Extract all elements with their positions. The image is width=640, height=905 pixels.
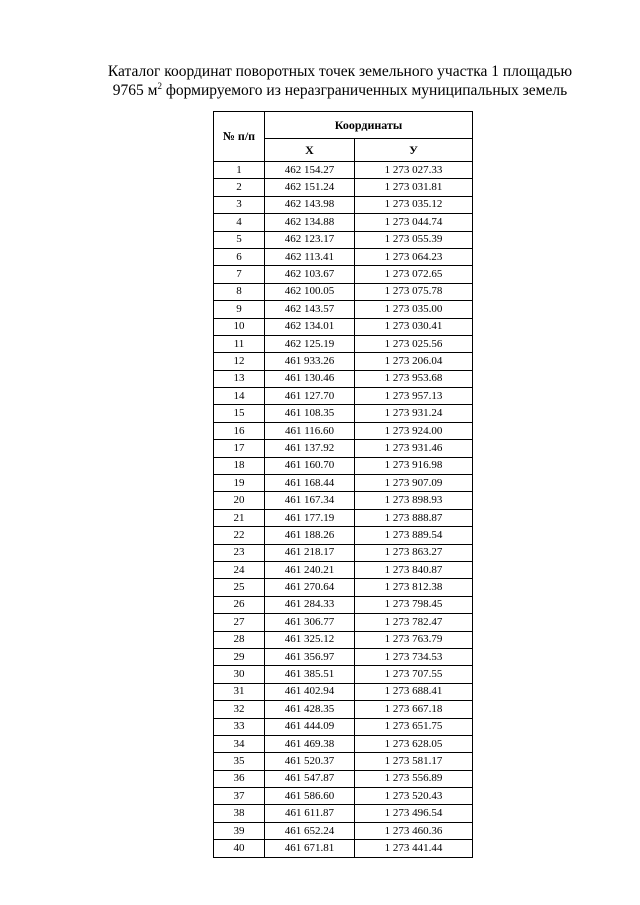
cell-point-number: 26 xyxy=(214,596,265,613)
title-line-2-rest: формируемого из неразграниченных муниципальных земель xyxy=(161,82,568,99)
cell-point-number: 5 xyxy=(214,231,265,248)
cell-x: 461 385.51 xyxy=(265,666,355,683)
cell-point-number: 11 xyxy=(214,335,265,352)
cell-y: 1 273 044.74 xyxy=(355,214,473,231)
cell-point-number: 39 xyxy=(214,822,265,839)
cell-x: 461 402.94 xyxy=(265,683,355,700)
cell-point-number: 14 xyxy=(214,388,265,405)
cell-y: 1 273 075.78 xyxy=(355,283,473,300)
table-row xyxy=(214,440,473,457)
cell-x: 462 143.57 xyxy=(265,301,355,318)
cell-x: 461 270.64 xyxy=(265,579,355,596)
cell-x: 461 611.87 xyxy=(265,805,355,822)
table-row xyxy=(214,318,473,335)
header-row-number: № п/п xyxy=(214,112,265,162)
table-row xyxy=(214,683,473,700)
table-row xyxy=(214,266,473,283)
cell-y: 1 273 027.33 xyxy=(355,162,473,179)
cell-x: 461 547.87 xyxy=(265,770,355,787)
cell-y: 1 273 931.46 xyxy=(355,440,473,457)
table-row xyxy=(214,544,473,561)
cell-x: 461 108.35 xyxy=(265,405,355,422)
table-row xyxy=(214,301,473,318)
cell-y: 1 273 651.75 xyxy=(355,718,473,735)
table-row xyxy=(214,822,473,839)
table-row xyxy=(214,614,473,631)
cell-x: 462 151.24 xyxy=(265,179,355,196)
cell-x: 462 134.88 xyxy=(265,214,355,231)
cell-x: 461 188.26 xyxy=(265,527,355,544)
cell-y: 1 273 064.23 xyxy=(355,248,473,265)
title-line-1: Каталог координат поворотных точек земельного участка 1 площадью xyxy=(107,63,573,80)
table-row xyxy=(214,527,473,544)
cell-y: 1 273 898.93 xyxy=(355,492,473,509)
cell-x: 462 154.27 xyxy=(265,162,355,179)
table-row xyxy=(214,179,473,196)
title-area-value: 9765 м xyxy=(112,82,158,99)
table-row xyxy=(214,753,473,770)
cell-y: 1 273 953.68 xyxy=(355,370,473,387)
cell-point-number: 6 xyxy=(214,248,265,265)
cell-x: 461 671.81 xyxy=(265,840,355,857)
cell-y: 1 273 734.53 xyxy=(355,648,473,665)
table-row xyxy=(214,405,473,422)
table-row xyxy=(214,231,473,248)
cell-x: 462 125.19 xyxy=(265,335,355,352)
cell-point-number: 38 xyxy=(214,805,265,822)
table-row xyxy=(214,422,473,439)
table-row xyxy=(214,561,473,578)
cell-x: 461 168.44 xyxy=(265,475,355,492)
cell-point-number: 19 xyxy=(214,475,265,492)
table-row xyxy=(214,718,473,735)
title-line-2 xyxy=(60,81,620,100)
cell-x: 461 306.77 xyxy=(265,614,355,631)
table-row xyxy=(214,370,473,387)
cell-y: 1 273 031.81 xyxy=(355,179,473,196)
header-coordinates: Координаты xyxy=(265,112,473,139)
header-x: Х xyxy=(265,139,355,162)
cell-point-number: 33 xyxy=(214,718,265,735)
cell-point-number: 35 xyxy=(214,753,265,770)
cell-point-number: 7 xyxy=(214,266,265,283)
cell-y: 1 273 763.79 xyxy=(355,631,473,648)
cell-x: 461 284.33 xyxy=(265,596,355,613)
cell-point-number: 18 xyxy=(214,457,265,474)
cell-y: 1 273 812.38 xyxy=(355,579,473,596)
cell-y: 1 273 707.55 xyxy=(355,666,473,683)
table-row xyxy=(214,353,473,370)
table-row xyxy=(214,214,473,231)
cell-point-number: 25 xyxy=(214,579,265,596)
cell-y: 1 273 782.47 xyxy=(355,614,473,631)
table-row xyxy=(214,335,473,352)
table-row xyxy=(214,492,473,509)
cell-x: 461 240.21 xyxy=(265,561,355,578)
cell-y: 1 273 907.09 xyxy=(355,475,473,492)
cell-y: 1 273 688.41 xyxy=(355,683,473,700)
cell-y: 1 273 556.89 xyxy=(355,770,473,787)
cell-point-number: 1 xyxy=(214,162,265,179)
cell-point-number: 32 xyxy=(214,701,265,718)
cell-x: 461 116.60 xyxy=(265,422,355,439)
table-row xyxy=(214,631,473,648)
cell-point-number: 36 xyxy=(214,770,265,787)
cell-x: 461 469.38 xyxy=(265,735,355,752)
cell-point-number: 37 xyxy=(214,788,265,805)
cell-y: 1 273 460.36 xyxy=(355,822,473,839)
cell-point-number: 8 xyxy=(214,283,265,300)
table-row xyxy=(214,788,473,805)
cell-y: 1 273 924.00 xyxy=(355,422,473,439)
cell-y: 1 273 581.17 xyxy=(355,753,473,770)
cell-y: 1 273 798.45 xyxy=(355,596,473,613)
cell-point-number: 2 xyxy=(214,179,265,196)
title-area-superscript: 2 xyxy=(157,80,162,91)
cell-x: 461 167.34 xyxy=(265,492,355,509)
cell-x: 462 143.98 xyxy=(265,196,355,213)
cell-point-number: 12 xyxy=(214,353,265,370)
cell-y: 1 273 916.98 xyxy=(355,457,473,474)
cell-x: 461 428.35 xyxy=(265,701,355,718)
table-row xyxy=(214,457,473,474)
cell-y: 1 273 667.18 xyxy=(355,701,473,718)
cell-point-number: 24 xyxy=(214,561,265,578)
cell-x: 461 933.26 xyxy=(265,353,355,370)
cell-y: 1 273 628.05 xyxy=(355,735,473,752)
cell-x: 461 444.09 xyxy=(265,718,355,735)
table-row xyxy=(214,509,473,526)
cell-point-number: 3 xyxy=(214,196,265,213)
coordinates-table-body xyxy=(214,162,473,858)
cell-point-number: 21 xyxy=(214,509,265,526)
table-row xyxy=(214,770,473,787)
cell-x: 461 652.24 xyxy=(265,822,355,839)
table-row xyxy=(214,475,473,492)
table-row xyxy=(214,840,473,857)
cell-x: 461 127.70 xyxy=(265,388,355,405)
coordinates-table xyxy=(213,111,473,858)
cell-point-number: 13 xyxy=(214,370,265,387)
cell-point-number: 15 xyxy=(214,405,265,422)
cell-y: 1 273 072.65 xyxy=(355,266,473,283)
table-row xyxy=(214,596,473,613)
cell-point-number: 22 xyxy=(214,527,265,544)
table-row xyxy=(214,805,473,822)
cell-x: 461 218.17 xyxy=(265,544,355,561)
cell-x: 462 134.01 xyxy=(265,318,355,335)
cell-y: 1 273 441.44 xyxy=(355,840,473,857)
cell-y: 1 273 496.54 xyxy=(355,805,473,822)
cell-point-number: 27 xyxy=(214,614,265,631)
cell-x: 461 177.19 xyxy=(265,509,355,526)
cell-point-number: 40 xyxy=(214,840,265,857)
cell-point-number: 29 xyxy=(214,648,265,665)
cell-point-number: 28 xyxy=(214,631,265,648)
cell-y: 1 273 957.13 xyxy=(355,388,473,405)
cell-point-number: 16 xyxy=(214,422,265,439)
cell-y: 1 273 035.12 xyxy=(355,196,473,213)
cell-point-number: 10 xyxy=(214,318,265,335)
cell-y: 1 273 931.24 xyxy=(355,405,473,422)
table-row xyxy=(214,388,473,405)
table-row xyxy=(214,701,473,718)
table-row xyxy=(214,648,473,665)
cell-x: 461 520.37 xyxy=(265,753,355,770)
cell-x: 462 113.41 xyxy=(265,248,355,265)
header-y: У xyxy=(355,139,473,162)
cell-y: 1 273 025.56 xyxy=(355,335,473,352)
cell-point-number: 17 xyxy=(214,440,265,457)
cell-y: 1 273 030.41 xyxy=(355,318,473,335)
cell-x: 461 130.46 xyxy=(265,370,355,387)
cell-y: 1 273 863.27 xyxy=(355,544,473,561)
cell-x: 461 325.12 xyxy=(265,631,355,648)
cell-point-number: 4 xyxy=(214,214,265,231)
cell-x: 462 100.05 xyxy=(265,283,355,300)
table-row xyxy=(214,196,473,213)
document-title xyxy=(60,62,620,100)
cell-point-number: 23 xyxy=(214,544,265,561)
cell-x: 461 586.60 xyxy=(265,788,355,805)
cell-point-number: 20 xyxy=(214,492,265,509)
cell-y: 1 273 520.43 xyxy=(355,788,473,805)
table-row xyxy=(214,579,473,596)
cell-y: 1 273 840.87 xyxy=(355,561,473,578)
cell-y: 1 273 206.04 xyxy=(355,353,473,370)
cell-point-number: 30 xyxy=(214,666,265,683)
table-row xyxy=(214,283,473,300)
cell-x: 462 103.67 xyxy=(265,266,355,283)
cell-x: 461 137.92 xyxy=(265,440,355,457)
cell-y: 1 273 035.00 xyxy=(355,301,473,318)
table-row xyxy=(214,735,473,752)
cell-point-number: 31 xyxy=(214,683,265,700)
table-row xyxy=(214,666,473,683)
cell-y: 1 273 055.39 xyxy=(355,231,473,248)
cell-x: 462 123.17 xyxy=(265,231,355,248)
cell-point-number: 34 xyxy=(214,735,265,752)
table-row xyxy=(214,248,473,265)
cell-y: 1 273 889.54 xyxy=(355,527,473,544)
cell-y: 1 273 888.87 xyxy=(355,509,473,526)
coordinates-table-header xyxy=(214,112,473,162)
cell-point-number: 9 xyxy=(214,301,265,318)
cell-x: 461 356.97 xyxy=(265,648,355,665)
table-row xyxy=(214,162,473,179)
cell-x: 461 160.70 xyxy=(265,457,355,474)
